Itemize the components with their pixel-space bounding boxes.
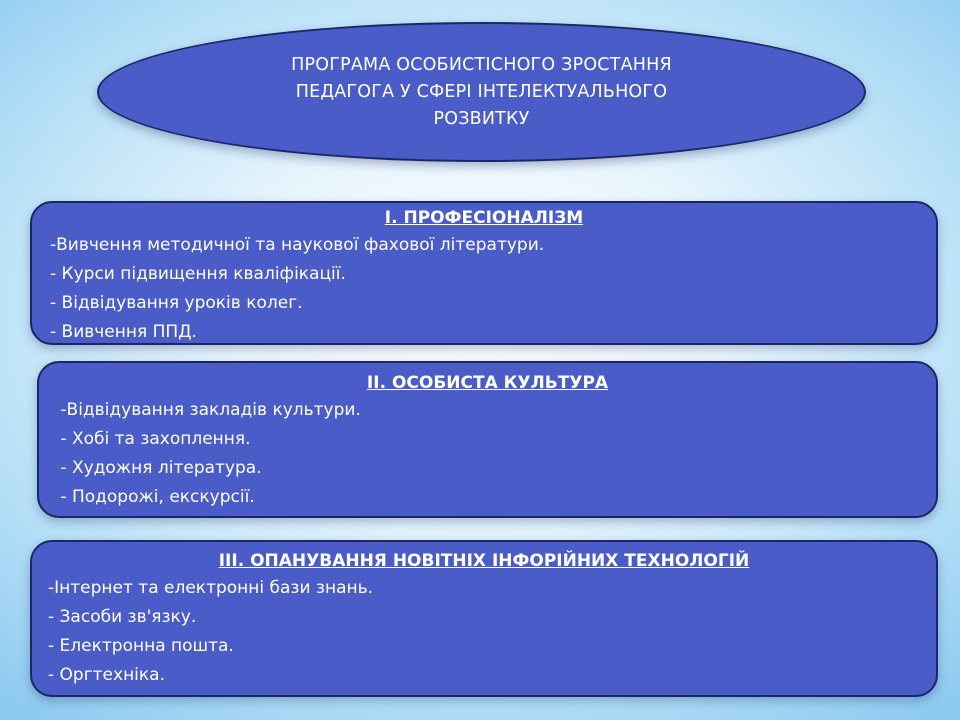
list-item: - Вивчення ППД.	[50, 322, 197, 342]
list-item: - Засоби зв'язку.	[48, 607, 197, 627]
list-item: -Вивчення методичної та наукової фахової літератури.	[50, 235, 545, 255]
list-item: - Художня література.	[55, 458, 262, 478]
list-item: - Хобі та захоплення.	[55, 429, 251, 449]
title-line-2: ПЕДАГОГА У СФЕРІ ІНТЕЛЕКТУАЛЬНОГО	[295, 81, 668, 102]
section-professionalism	[30, 201, 938, 345]
title-oval	[97, 22, 866, 162]
list-item: - Подорожі, екскурсії.	[55, 487, 255, 507]
section-heading: І. ПРОФЕСІОНАЛІЗМ	[384, 208, 584, 228]
list-item: - Курси підвищення кваліфікації.	[50, 264, 346, 284]
section-heading: ІІІ. ОПАНУВАННЯ НОВІТНІХ ІНФОРІЙНИХ ТЕХНОЛОГІЙ	[218, 551, 750, 571]
list-item: -Відвідування закладів культури.	[55, 400, 361, 420]
section-heading: ІІ. ОСОБИСТА КУЛЬТУРА	[366, 373, 609, 393]
list-item: - Відвідування уроків колег.	[50, 293, 303, 313]
list-item: - Електронна пошта.	[48, 636, 234, 656]
title-line-3: РОЗВИТКУ	[433, 108, 530, 129]
section-new-technologies	[30, 540, 938, 697]
list-item: -Інтернет та електронні бази знань.	[48, 578, 374, 598]
list-item: - Оргтехніка.	[48, 665, 165, 685]
section-personal-culture	[37, 361, 938, 518]
title-line-1: ПРОГРАМА ОСОБИСТІСНОГО ЗРОСТАННЯ	[291, 54, 672, 75]
